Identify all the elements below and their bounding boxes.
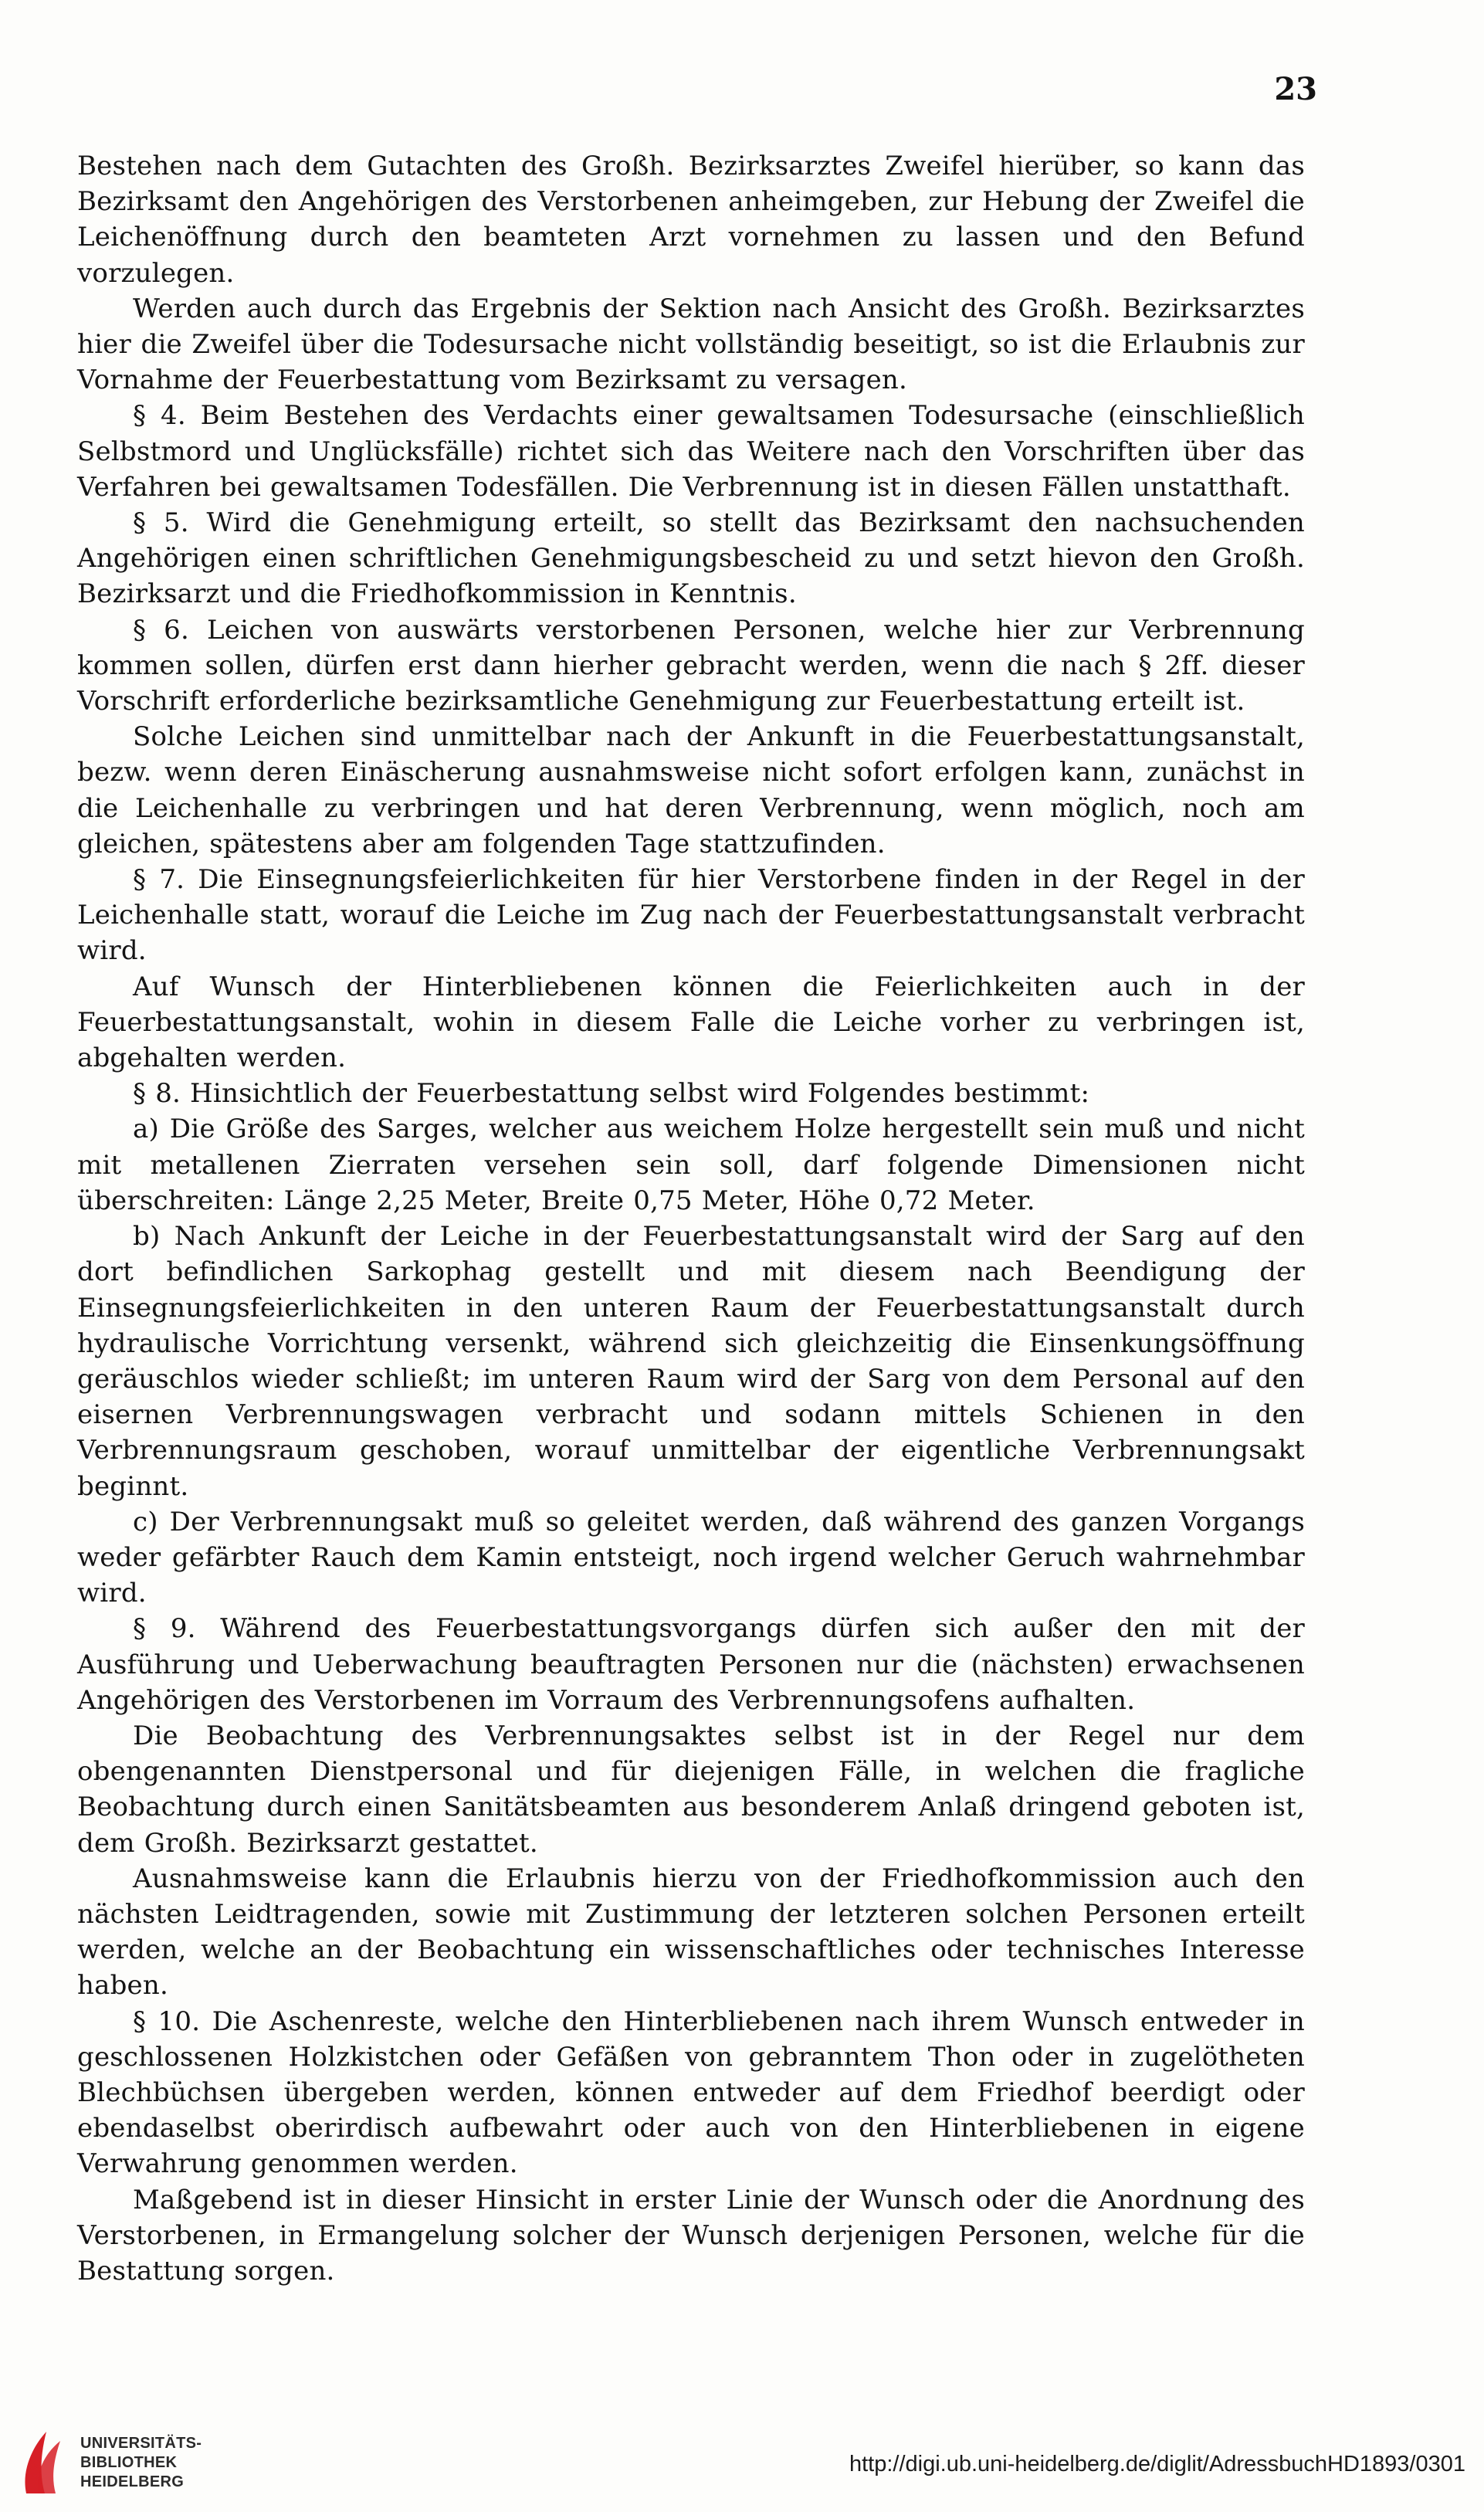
paragraph-section-10: § 10. Die Aschenreste, welche den Hinterbliebenen nach ihrem Wunsch entweder in geschlossenen Holzkistchen oder Gefäßen von gebranntem Thon oder in zugelötheten Blechbüchsen übergeben werden, können entweder auf dem Friedhof beerdigt oder ebendaselbst oberirdisch aufbewahrt oder auch von den Hinterbliebenen in eigene Verwahrung genommen werden. xyxy=(77,2005,1305,2180)
paragraph-section-4: § 4. Beim Bestehen des Verdachts einer gewaltsamen Todesursache (einschließlich Selbstmord und Unglücksfälle) richtet sich das Weitere nach den Vorschriften über das Verfahren bei gewaltsamen Todesfällen. Die Verbrennung ist in diesen Fällen unstatthaft. xyxy=(77,400,1305,503)
footer xyxy=(0,2358,1484,2512)
paragraph: Auf Wunsch der Hinterbliebenen können die Feierlichkeiten auch in der Feuerbestattungsanstalt, wohin in diesem Falle die Leiche vorher zu verbringen ist, abgehalten werden. xyxy=(77,971,1305,1074)
paragraph: Maßgebend ist in dieser Hinsicht in erster Linie der Wunsch oder die Anordnung des Verstorbenen, in Ermangelung solcher der Wunsch derjenigen Personen, welche für die Bestattung sorgen. xyxy=(77,2184,1305,2287)
paragraph: Bestehen nach dem Gutachten des Großh. Bezirksarztes Zweifel hierüber, so kann das Bezirksamt den Angehörigen des Verstorbenen anheimgeben, zur Hebung der Zweifel die Leichenöffnung durch den beamteten Arzt vornehmen zu lassen und den Befund vorzulegen. xyxy=(77,151,1305,289)
paragraph: Werden auch durch das Ergebnis der Sektion nach Ansicht des Großh. Bezirksarztes hier die Zweifel über die Todesursache nicht vollständig beseitigt, so ist die Erlaubnis zur Vornahme der Feuerbestattung vom Bezirksamt zu versagen. xyxy=(77,293,1305,396)
paragraph: Ausnahmsweise kann die Erlaubnis hierzu von der Friedhofkommission auch den nächsten Leidtragenden, sowie mit Zustimmung der letzteren solchen Personen erteilt werden, welche an der Beobachtung ein wissenschaftliches oder technisches Interesse haben. xyxy=(77,1863,1305,2002)
paragraph-item-a: a) Die Größe des Sarges, welcher aus weichem Holze hergestellt sein muß und nicht mit metallenen Zierraten versehen sein soll, darf folgende Dimensionen nicht überschreiten: Länge 2,25 Meter, Breite 0,75 Meter, Höhe 0,72 Meter. xyxy=(77,1114,1305,1216)
paragraph-section-7: § 7. Die Einsegnungsfeierlichkeiten für hier Verstorbene finden in der Regel in der Leichenhalle statt, worauf die Leiche im Zug nach der Feuerbestattungsanstalt verbracht wird. xyxy=(77,864,1305,967)
paragraph: Solche Leichen sind unmittelbar nach der Ankunft in die Feuerbestattungsanstalt, bezw. wenn deren Einäscherung ausnahmsweise nicht sofort erfolgen kann, zunächst in die Leichenhalle zu verbringen und hat deren Verbrennung, wenn möglich, noch am gleichen, spätestens aber am folgenden Tage stattzufinden. xyxy=(77,721,1305,859)
body-text xyxy=(77,148,1305,2289)
paragraph-section-9: § 9. Während des Feuerbestattungsvorgangs dürfen sich außer den mit der Ausführung und Ueberwachung beauftragten Personen nur die (nächsten) erwachsenen Angehörigen des Verstorbenen im Vorraum des Verbrennungsofens aufhalten. xyxy=(77,1613,1305,1716)
paragraph-item-c: c) Der Verbrennungsakt muß so geleitet werden, daß während des ganzen Vorgangs weder gefärbter Rauch dem Kamin entsteigt, noch irgend welcher Geruch wahrnehmbar wird. xyxy=(77,1506,1305,1609)
university-library-logo-icon xyxy=(15,2426,71,2500)
paragraph-item-b: b) Nach Ankunft der Leiche in der Feuerbestattungsanstalt wird der Sarg auf den dort befindlichen Sarkophag gestellt und mit diesem nach Beendigung der Einsegnungsfeierlichkeiten in den unteren Raum der Feuerbestattungsanstalt durch hydraulische Vorrichtung versenkt, während sich gleichzeitig die Einsenkungsöffnung geräuschlos wieder schließt; im unteren Raum wird der Sarg von dem Personal auf den eisernen Verbrennungswagen verbracht und sodann mittels Schienen in den Verbrennungsraum geschoben, worauf unmittelbar der eigentliche Verbrennungsakt beginnt. xyxy=(77,1221,1305,1502)
logo-line: HEIDELBERG xyxy=(80,2473,185,2490)
logo-line: BIBLIOTHEK xyxy=(80,2453,178,2471)
logo-text xyxy=(80,2434,202,2492)
page-number: 23 xyxy=(1274,71,1317,107)
source-url-link[interactable]: http://digi.ub.uni-heidelberg.de/diglit/AdressbuchHD1893/0301 xyxy=(849,2452,1465,2476)
logo-line: UNIVERSITÄTS- xyxy=(80,2434,202,2452)
paragraph-section-5: § 5. Wird die Genehmigung erteilt, so stellt das Bezirksamt den nachsuchenden Angehörigen einen schriftlichen Genehmigungsbescheid zu und setzt hievon den Großh. Bezirksarzt und die Friedhofkommission in Kenntnis. xyxy=(77,507,1305,610)
paragraph-section-6: § 6. Leichen von auswärts verstorbenen Personen, welche hier zur Verbrennung kommen sollen, dürfen erst dann hierher gebracht werden, wenn die nach § 2ff. dieser Vorschrift erforderliche bezirksamtliche Genehmigung zur Feuerbestattung erteilt ist. xyxy=(77,614,1305,717)
paragraph: Die Beobachtung des Verbrennungsaktes selbst ist in der Regel nur dem obengenannten Dienstpersonal und für diejenigen Fälle, in welchen die fragliche Beobachtung durch einen Sanitätsbeamten aus besonderem Anlaß dringend geboten ist, dem Großh. Bezirksarzt gestattet. xyxy=(77,1720,1305,1859)
paragraph-section-8: § 8. Hinsichtlich der Feuerbestattung selbst wird Folgendes bestimmt: xyxy=(133,1078,1090,1110)
library-logo[interactable] xyxy=(15,2426,202,2500)
